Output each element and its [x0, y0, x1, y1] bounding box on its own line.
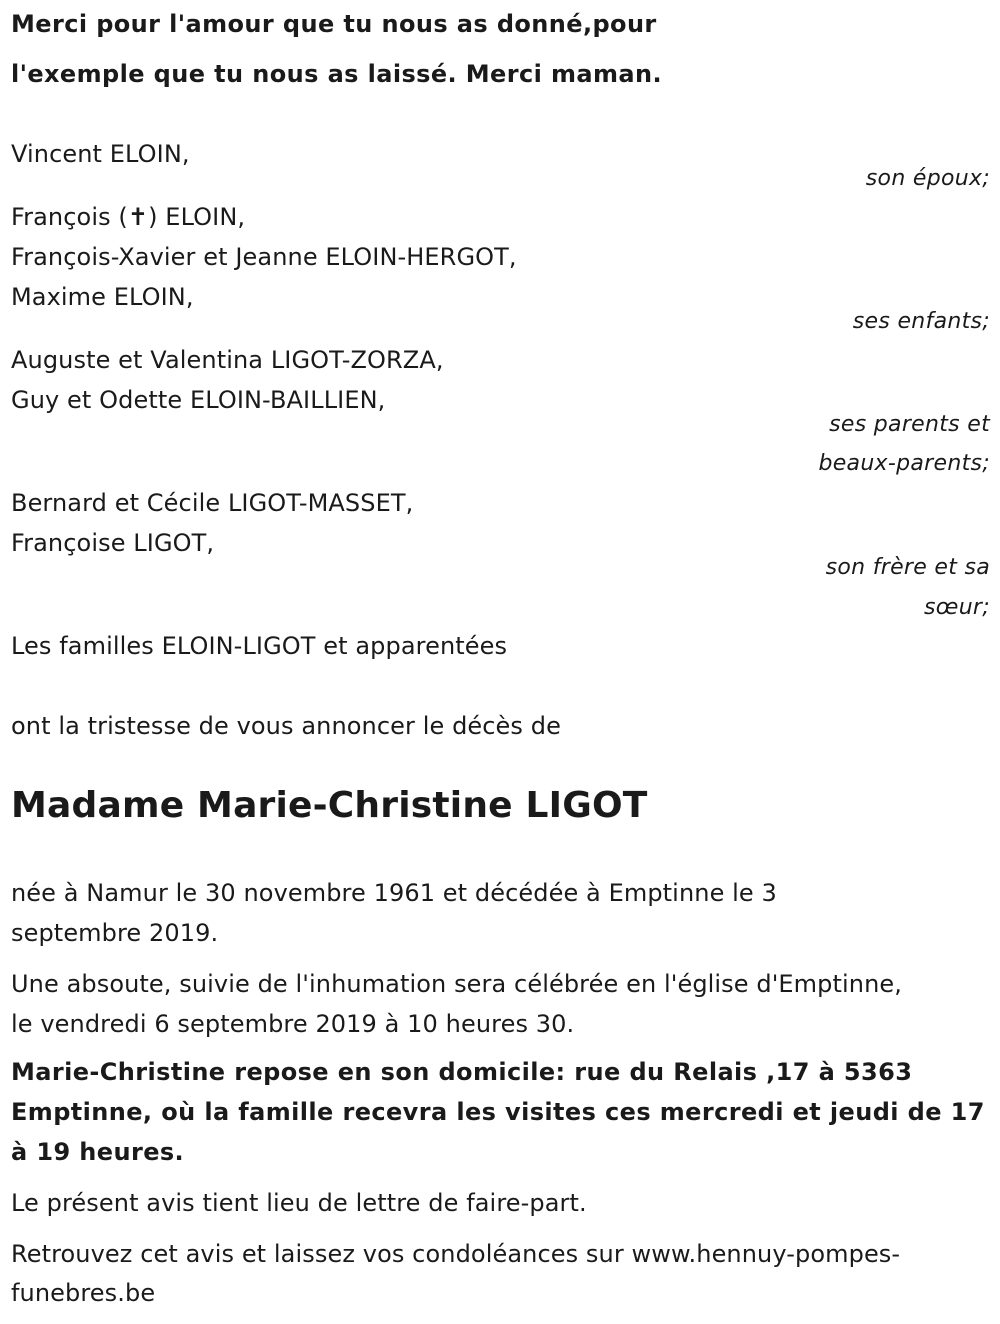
notice-text: Le présent avis tient lieu de lettre de faire-part.	[11, 1189, 587, 1217]
parents-role-line-1: ses parents et	[829, 412, 990, 437]
child-name-1-prefix: François (	[11, 203, 128, 231]
birth-death-line-2: septembre 2019.	[11, 919, 219, 947]
husband-role: son époux;	[865, 166, 990, 191]
parents-name-1: Auguste et Valentina LIGOT-ZORZA,	[11, 346, 444, 374]
birth-death-line-1: née à Namur le 30 novembre 1961 et décédée à Emptinne le 3	[11, 879, 777, 907]
website-line-2: funebres.be	[11, 1279, 156, 1307]
visit-line-3: à 19 heures.	[11, 1138, 185, 1166]
cross-icon: ✝	[127, 203, 149, 231]
visit-line-2: Emptinne, où la famille recevra les visites ces mercredi et jeudi de 17	[11, 1098, 985, 1126]
siblings-role-line-1: son frère et sa	[825, 555, 990, 580]
ceremony-line-2: le vendredi 6 septembre 2019 à 10 heures 30.	[11, 1010, 575, 1038]
other-families: Les familles ELOIN-LIGOT et apparentées	[11, 632, 508, 660]
children-role: ses enfants;	[852, 309, 990, 334]
husband-name: Vincent ELOIN,	[11, 140, 190, 168]
parents-role-line-2: beaux-parents;	[818, 451, 990, 476]
parents-name-2: Guy et Odette ELOIN-BAILLIEN,	[11, 386, 386, 414]
sibling-name-2: Françoise LIGOT,	[11, 529, 215, 557]
intro-line-2: l'exemple que tu nous as laissé. Merci maman.	[11, 60, 662, 88]
intro-line-1: Merci pour l'amour que tu nous as donné,pour	[11, 10, 657, 38]
child-name-2: François-Xavier et Jeanne ELOIN-HERGOT,	[11, 243, 517, 271]
siblings-role-line-2: sœur;	[924, 595, 990, 620]
child-name-3: Maxime ELOIN,	[11, 283, 194, 311]
child-name-1-suffix: ) ELOIN,	[148, 203, 246, 231]
deceased-name-heading: Madame Marie-Christine LIGOT	[11, 785, 648, 826]
ceremony-line-1: Une absoute, suivie de l'inhumation sera célébrée en l'église d'Emptinne,	[11, 970, 902, 998]
announcement-text: ont la tristesse de vous annoncer le décès de	[11, 712, 561, 740]
child-name-1	[11, 203, 245, 231]
visit-line-1: Marie-Christine repose en son domicile: rue du Relais ,17 à 5363	[11, 1058, 913, 1086]
website-line-1: Retrouvez cet avis et laissez vos condoléances sur www.hennuy-pompes-	[11, 1240, 901, 1268]
sibling-name-1: Bernard et Cécile LIGOT-MASSET,	[11, 489, 414, 517]
